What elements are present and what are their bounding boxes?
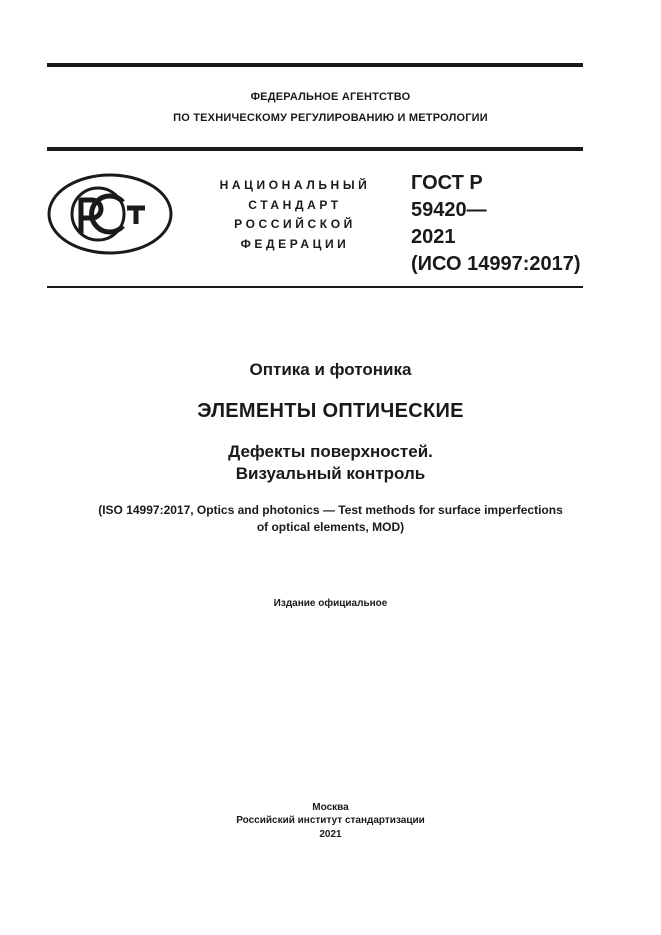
title-group: Оптика и фотоника	[249, 360, 412, 379]
agency-line-2: ПО ТЕХНИЧЕСКОМУ РЕГУЛИРОВАНИЮ И МЕТРОЛОГИИ	[173, 112, 488, 124]
standard-type-line-4: ФЕДЕРАЦИИ	[240, 237, 350, 251]
edition-label: Издание официальное	[273, 598, 388, 609]
header-rule	[47, 147, 583, 151]
top-rule	[47, 63, 583, 67]
title-main: ЭЛЕМЕНТЫ ОПТИЧЕСКИЕ	[197, 400, 464, 422]
standard-type-line-3: РОССИЙСКОЙ	[234, 217, 356, 231]
title-sub-line-2: Визуальный контроль	[235, 464, 426, 483]
iso-reference-line-1: (ISO 14997:2017, Optics and photonics — Test methods for surface imperfections	[98, 503, 563, 517]
agency-line-1: ФЕДЕРАЛЬНОЕ АГЕНТСТВО	[250, 91, 411, 103]
designation-line-1: ГОСТ Р	[411, 172, 483, 194]
imprint-year: 2021	[319, 829, 342, 840]
rst-mark-icon	[45, 172, 175, 256]
imprint-city: Москва	[312, 802, 349, 813]
designation-line-3: 2021	[411, 226, 456, 248]
title-sub-line-1: Дефекты поверхностей.	[228, 442, 433, 461]
designation-rule	[47, 286, 583, 288]
imprint-publisher: Российский институт стандартизации	[236, 815, 425, 826]
iso-reference-line-2: of optical elements, MOD)	[256, 520, 405, 534]
standard-type-line-1: НАЦИОНАЛЬНЫЙ	[219, 178, 371, 192]
designation-line-4: (ИСО 14997:2017)	[411, 253, 581, 275]
designation-line-2: 59420—	[411, 199, 487, 221]
standard-type-line-2: СТАНДАРТ	[248, 198, 342, 212]
